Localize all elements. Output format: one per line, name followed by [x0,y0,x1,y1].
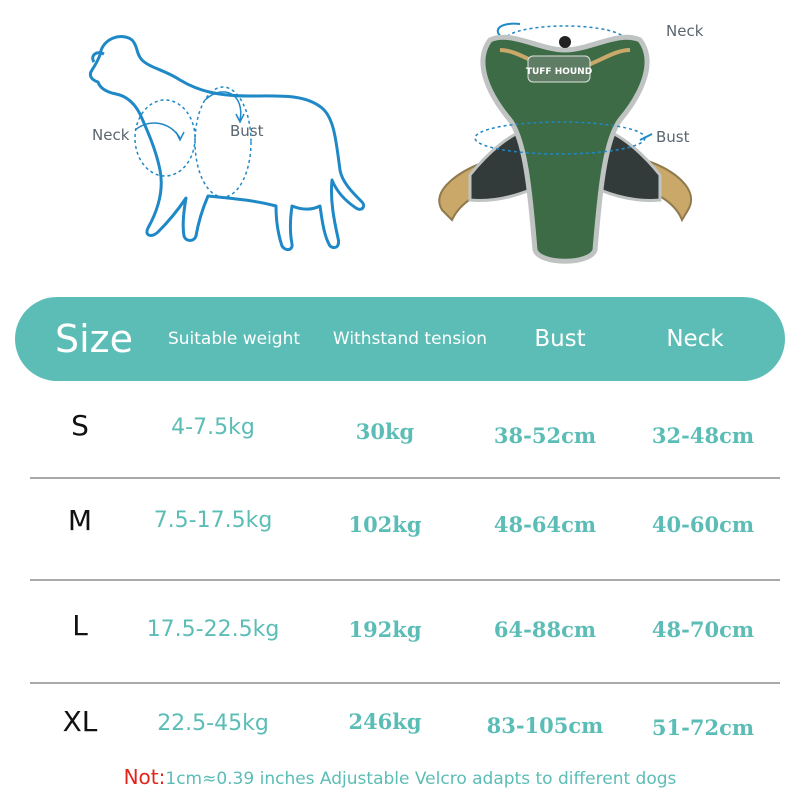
bust-cell: 64-88cm [493,616,597,642]
tension-cell: 30kg [355,418,415,444]
harness-bust-label: Bust [656,128,690,146]
header-withstand-tension: Withstand tension [332,329,488,349]
dog-measurement-illustration [40,10,380,280]
header-suitable-weight: Suitable weight [167,329,301,349]
weight-cell: 4-7.5kg [171,414,255,440]
harness-illustration [430,10,760,280]
size-cell: XL [62,704,98,738]
table-row [30,478,780,578]
table-row [30,380,780,480]
bust-cell: 38-52cm [493,422,597,448]
weight-cell: 22.5-45kg [157,710,269,736]
size-cell: M [67,503,93,537]
header-bust: Bust [534,326,586,352]
footnote-text: 1cm≈0.39 inches Adjustable Velcro adapts to different dogs [165,769,677,789]
tension-cell: 192kg [348,616,422,642]
bust-cell: 83-105cm [486,712,604,738]
table-row [30,580,780,680]
tension-cell: 246kg [348,708,422,734]
neck-cell: 48-70cm [651,616,755,642]
harness-neck-label: Neck [666,22,704,40]
footnote-prefix: Not: [123,765,166,789]
dog-bust-label: Bust [230,122,264,140]
size-cell: L [72,608,88,642]
harness-brand-text: TUFF HOUND [525,67,593,77]
neck-cell: 40-60cm [651,511,755,537]
table-header [15,297,785,381]
size-cell: S [71,408,89,442]
header-neck: Neck [666,326,724,352]
weight-cell: 17.5-22.5kg [146,616,280,642]
neck-cell: 32-48cm [651,422,755,448]
table-row [30,676,780,776]
neck-cell: 51-72cm [651,714,755,740]
harness-icon [430,10,760,280]
header-size: Size [54,317,133,361]
dog-outline-icon [40,10,380,280]
bust-cell: 48-64cm [493,511,597,537]
footnote [0,765,800,789]
dog-neck-label: Neck [92,126,130,144]
weight-cell: 7.5-17.5kg [153,507,273,533]
tension-cell: 102kg [348,511,422,537]
